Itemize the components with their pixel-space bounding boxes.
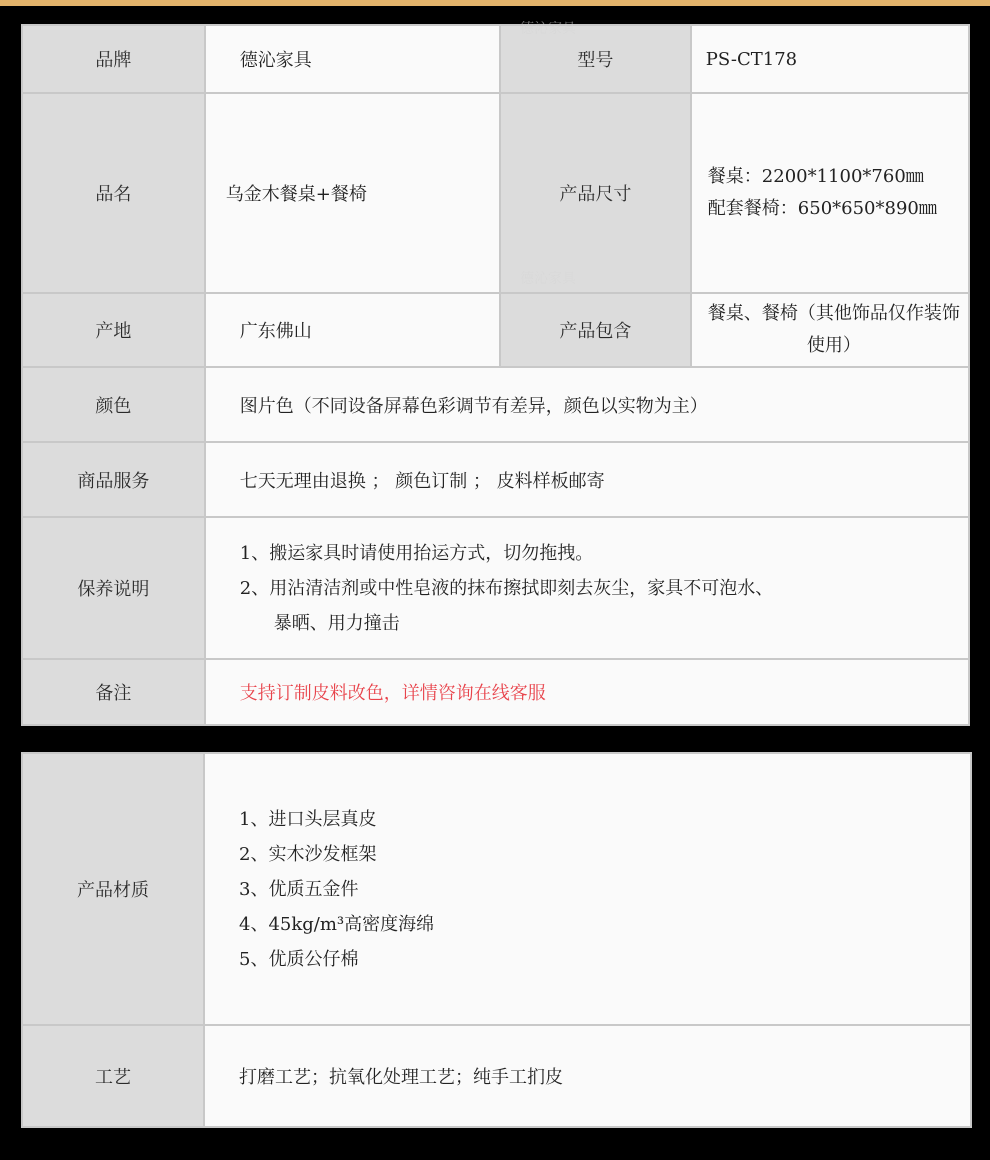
- name-value: 乌金木餐桌+餐椅: [205, 93, 500, 293]
- includes-line-1: 餐桌、餐椅（其他饰品仅作装饰: [707, 303, 960, 324]
- craft-value: 打磨工艺；抗氧化处理工艺；纯手工扪皮: [204, 1025, 971, 1127]
- size-label: 产品尺寸: [500, 93, 691, 293]
- care-label: 保养说明: [22, 517, 205, 659]
- model-label: 型号: [500, 25, 691, 93]
- care-line-3: 暴晒、用力撞击: [273, 612, 400, 634]
- material-item-3: 3、优质五金件: [239, 878, 359, 900]
- note-value: 支持订制皮料改色，详情咨询在线客服: [205, 659, 969, 725]
- size-line-table: 餐桌：2200*1100*760㎜: [707, 166, 924, 187]
- material-item-5: 5、优质公仔棉: [239, 948, 359, 970]
- color-value: 图片色（不同设备屏幕色彩调节有差异，颜色以实物为主）: [205, 367, 969, 442]
- care-line-1: 1、搬运家具时请使用抬运方式，切勿拖拽。: [239, 542, 594, 564]
- model-value: PS-CT178: [691, 25, 969, 93]
- includes-value: [691, 293, 969, 367]
- brand-label: 品牌: [22, 25, 205, 93]
- origin-label: 产地: [22, 293, 205, 367]
- service-value: 七天无理由退换 ； 颜色订制 ； 皮料样板邮寄: [205, 442, 969, 517]
- spec-table: [21, 24, 970, 726]
- size-line-chair: 配套餐椅：650*650*890㎜: [707, 198, 937, 219]
- origin-value: 广东佛山: [205, 293, 500, 367]
- color-label: 颜色: [22, 367, 205, 442]
- material-value: [204, 753, 971, 1025]
- size-value: [691, 93, 969, 293]
- watermark-text-mid: 德沁家具: [520, 271, 576, 287]
- includes-label: 产品包含: [500, 293, 691, 367]
- craft-label: 工艺: [22, 1025, 204, 1127]
- care-value: [205, 517, 969, 659]
- service-label: 商品服务: [22, 442, 205, 517]
- material-item-1: 1、进口头层真皮: [239, 808, 377, 830]
- material-table: [21, 752, 972, 1128]
- includes-line-2: 使用）: [806, 335, 861, 356]
- material-item-2: 2、实木沙发框架: [239, 843, 377, 865]
- watermark-text-top: 德沁家具: [520, 21, 576, 37]
- top-accent-strip: [0, 0, 990, 6]
- note-label: 备注: [22, 659, 205, 725]
- care-line-2: 2、用沾清洁剂或中性皂液的抹布擦拭即刻去灰尘，家具不可泡水、: [239, 577, 774, 599]
- brand-value: 德沁家具: [205, 25, 500, 93]
- name-label: 品名: [22, 93, 205, 293]
- material-item-4: 4、45kg/m³高密度海绵: [239, 913, 435, 935]
- material-label: 产品材质: [22, 753, 204, 1025]
